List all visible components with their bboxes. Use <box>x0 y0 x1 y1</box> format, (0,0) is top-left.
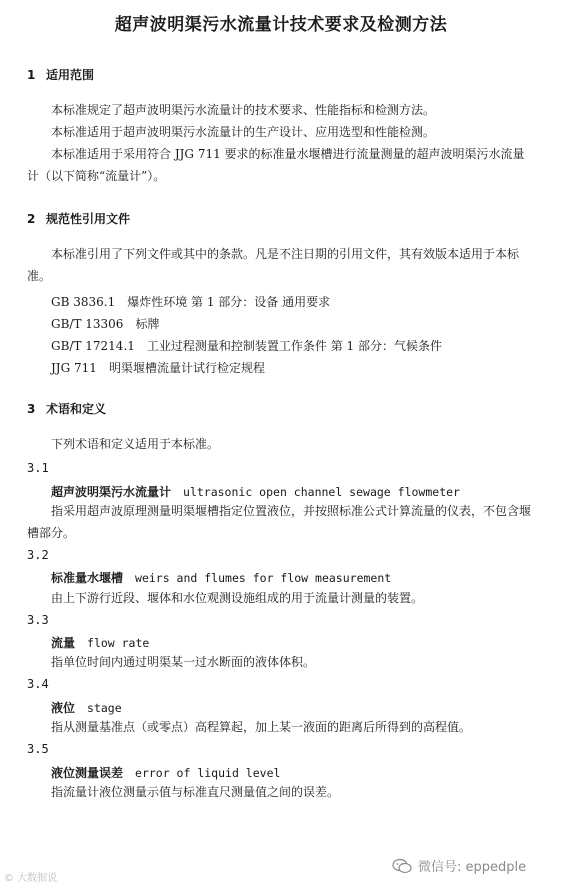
term <box>51 699 122 716</box>
term-zh: 流量 <box>51 636 76 650</box>
reference-item <box>51 359 265 376</box>
reference-name: 爆炸性环境 第 1 部分：设备 通用要求 <box>127 295 331 309</box>
section-2-heading <box>27 210 130 227</box>
section-number: 2 <box>27 212 36 226</box>
reference-code: JJG 711 <box>51 361 97 375</box>
wechat-icon <box>392 858 412 874</box>
term-zh: 液位 <box>51 701 76 715</box>
section-title: 规范性引用文件 <box>46 212 131 226</box>
term-zh: 液位测量误差 <box>51 766 124 780</box>
reference-code: GB/T 17214.1 <box>51 339 135 353</box>
term-en: error of liquid level <box>135 766 281 780</box>
reference-item <box>51 337 442 354</box>
term-number: 3.1 <box>27 461 49 475</box>
reference-name: 工业过程测量和控制装置工作条件 第 1 部分：气候条件 <box>146 339 442 353</box>
section-number: 3 <box>27 402 36 416</box>
reference-name: 标牌 <box>135 317 160 331</box>
reference-name: 明渠堰槽流量计试行检定规程 <box>108 361 265 375</box>
paragraph: 本标准适用于超声波明渠污水流量计的生产设计、应用选型和性能检测。 <box>51 125 436 139</box>
term-en: weirs and flumes for flow measurement <box>135 571 392 585</box>
section-title: 适用范围 <box>46 68 95 82</box>
term-zh: 标准量水堰槽 <box>51 571 124 585</box>
term-definition: 指采用超声波原理测量明渠堰槽指定位置液位，并按照标准公式计算流量的仪表，不包含堰槽部分。 <box>27 504 532 540</box>
paragraph: 下列术语和定义适用于本标准。 <box>51 437 220 451</box>
watermark-right <box>392 856 526 875</box>
reference-item <box>51 315 159 332</box>
reference-item <box>51 293 330 310</box>
term-en: ultrasonic open channel sewage flowmeter <box>183 485 460 499</box>
term-definition: 指流量计液位测量示值与标准直尺测量值之间的误差。 <box>51 785 340 799</box>
paragraph: 本标准适用于采用符合 JJG 711 要求的标准量水堰槽进行流量测量的超声波明渠污水流量计（以下简称“流量计”）。 <box>27 147 525 183</box>
section-number: 1 <box>27 68 36 82</box>
section-1-heading <box>27 66 94 83</box>
watermark-left: © 大数据说 <box>4 873 58 884</box>
section-title: 术语和定义 <box>46 402 107 416</box>
section-3-heading <box>27 400 106 417</box>
paragraph: 本标准规定了超声波明渠污水流量计的技术要求、性能指标和检测方法。 <box>51 103 436 117</box>
term <box>51 634 149 651</box>
wechat-id: 微信号: eppedple <box>418 860 527 875</box>
term-definition: 由上下游行近段、堰体和水位观测设施组成的用于流量计测量的装置。 <box>51 591 424 605</box>
reference-code: GB/T 13306 <box>51 317 124 331</box>
document-title: 超声波明渠污水流量计技术要求及检测方法 <box>114 15 448 35</box>
term-zh: 超声波明渠污水流量计 <box>51 485 172 499</box>
term <box>51 569 391 586</box>
paragraph: 本标准引用了下列文件或其中的条款。凡是不注日期的引用文件，其有效版本适用于本标准。 <box>27 247 520 283</box>
term-number: 3.4 <box>27 677 49 691</box>
term-en: flow rate <box>87 636 150 650</box>
term-number: 3.3 <box>27 613 49 627</box>
term <box>51 764 280 781</box>
term <box>51 483 460 500</box>
term-number: 3.2 <box>27 548 49 562</box>
term-definition: 指从测量基准点（或零点）高程算起，加上某一液面的距离后所得到的高程值。 <box>51 720 472 734</box>
term-en: stage <box>87 701 122 715</box>
term-number: 3.5 <box>27 742 49 756</box>
term-definition: 指单位时间内通过明渠某一过水断面的液体体积。 <box>51 655 316 669</box>
reference-code: GB 3836.1 <box>51 295 116 309</box>
